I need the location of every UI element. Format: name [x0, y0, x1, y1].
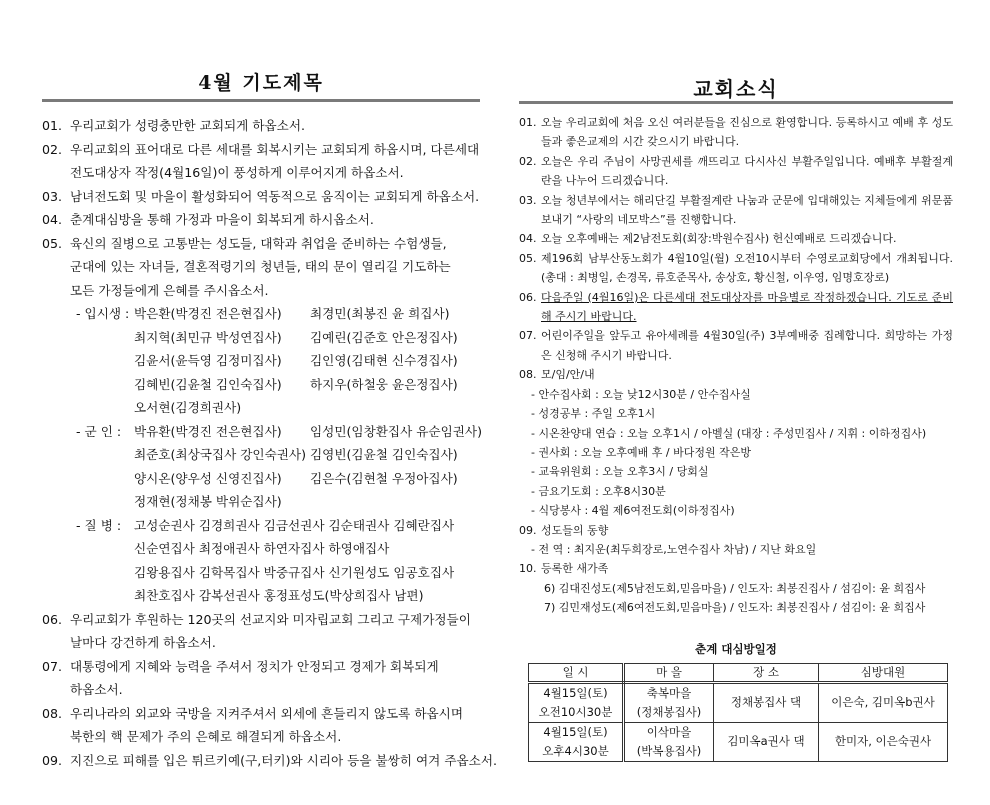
- news-item-highlighted: [519, 288, 953, 327]
- header-village: 마 을: [624, 663, 714, 682]
- news-item: [519, 152, 953, 191]
- item-number: 05.: [519, 251, 537, 265]
- new-family-entry: 6) 김대진성도(제5남전도회,믿음마을) / 인도자: 최봉진집사 / 섬김이: 윤 희집사: [544, 581, 926, 595]
- church-news-column: [519, 0, 953, 762]
- meeting-entry: - 성경공부 : 주일 오후1시: [531, 407, 656, 421]
- item-line: 육신의 질병으로 고통받는 성도들, 대학과 취업을 준비하는 수험생들,: [70, 235, 447, 251]
- group-label: - 질 병 :: [76, 517, 122, 533]
- item-number: 04.: [42, 212, 63, 227]
- item-line: 날마다 강건하게 하옵소서.: [70, 635, 216, 650]
- person-entry: 임성민(임창환집사 유순임권사): [310, 423, 482, 439]
- item-number: 05.: [42, 235, 63, 251]
- person-line: 김왕용집사 김학목집사 박중규집사 신기원성도 임공호집사: [134, 564, 455, 580]
- item-number: 06.: [42, 611, 63, 627]
- news-list: [519, 113, 953, 618]
- prayer-topics-title: 4월 기도제목: [198, 72, 324, 94]
- item-text: 우리교회가 성령충만한 교회되게 하옵소서.: [70, 118, 305, 133]
- item-text: 모/임/안/내: [541, 368, 595, 382]
- table-header-row: [529, 663, 948, 682]
- item-number: 08.: [519, 368, 537, 382]
- person-entry: 김영빈(김윤철 김인숙집사): [310, 447, 458, 462]
- cell-team: 이은숙, 김미옥b권사: [819, 682, 948, 722]
- item-number: 04.: [519, 232, 537, 246]
- group-label: - 입시생 :: [76, 306, 130, 321]
- news-item: [519, 229, 953, 248]
- item-number: 02.: [42, 141, 63, 157]
- item-line: 모든 가정들에게 은혜를 주시옵소서.: [70, 282, 269, 298]
- prayer-item: [42, 655, 480, 702]
- news-item: [519, 559, 953, 578]
- meeting-entry: - 교육위원회 : 오늘 오후3시 / 당회실: [531, 465, 709, 479]
- church-news-title: 교회소식: [693, 77, 779, 101]
- cell-place: 김미옥a권사 댁: [714, 722, 819, 761]
- header-team: 심방대원: [819, 663, 948, 682]
- visit-schedule-table: [528, 663, 948, 762]
- prayer-item: [42, 185, 480, 209]
- item-number: 03.: [519, 193, 537, 207]
- item-text: 다음주일 (4월16일)은 다른세대 전도대상자를 마을별로 작정하겠습니다. 기도로 준비해 주시기 바랍니다.: [541, 290, 953, 324]
- item-text: 우리교회의 표어대로 다른 세대를 회복시키는 교회되게 하옵시며, 다른세대 전도대상자 작정(4월16일)이 풍성하게 이루어지게 하옵소서.: [70, 141, 480, 180]
- soldiers-group: [76, 420, 480, 514]
- person-entry: 하지우(하철웅 윤은정집사): [310, 376, 458, 392]
- students-group: [76, 302, 480, 420]
- header-date: 일 시: [529, 663, 624, 682]
- title-divider: [42, 99, 480, 102]
- prayer-item: [42, 702, 480, 749]
- item-text: [70, 232, 480, 303]
- news-item: [519, 191, 953, 230]
- member-news-entry: - 전 역 : 최지운(최두희장로,노연수집사 차남) / 지난 화요일: [531, 542, 817, 556]
- meeting-entry: - 권사회 : 오늘 오후예배 후 / 바다정원 작은방: [531, 445, 751, 459]
- person-entry: 김은수(김현철 우정아집사): [310, 470, 458, 486]
- item-text: 어린이주일을 앞두고 유아세례를 4월30일(주) 3부예배중 집례합니다. 희망하는 가정은 신청해 주시기 바랍니다.: [541, 329, 953, 362]
- person-entry: 김혜빈(김윤철 김인숙집사): [134, 376, 282, 392]
- news-item: [519, 521, 953, 540]
- person-entry: 박은환(박경진 전은현집사): [134, 306, 282, 321]
- item-number: 08.: [42, 705, 63, 721]
- item-number: 01.: [519, 116, 537, 129]
- prayer-item: [42, 138, 480, 185]
- prayer-topics-column: [42, 0, 497, 772]
- item-number: 06.: [519, 290, 537, 304]
- person-entry: 최지혁(최민규 박성연집사): [134, 329, 282, 345]
- new-family-entry: 7) 김민재성도(제6여전도회,믿음마을) / 인도자: 최봉진집사 / 섬김이: 윤 희집사: [544, 601, 926, 615]
- item-number: 07.: [519, 329, 537, 343]
- cell-date: 4월15일(토) 오전10시30분: [529, 682, 624, 722]
- cell-place: 정채봉집사 댁: [714, 682, 819, 722]
- item-text: 남녀전도회 및 마을이 활성화되어 역동적으로 움직이는 교회되게 하옵소서.: [70, 188, 480, 204]
- prayer-item: [42, 114, 480, 138]
- item-number: 01.: [42, 118, 63, 133]
- meeting-entry: - 안수집사회 : 오늘 낮12시30분 / 안수집사실: [531, 387, 751, 401]
- item-line: 군대에 있는 자녀들, 결혼적령기의 청년들, 태의 문이 열리길 기도하는: [70, 259, 451, 274]
- prayer-item: [42, 232, 480, 303]
- item-text: 제196회 남부산동노회가 4월10일(월) 오전10시부터 수영로교회당에서 개최됩니다. (총대 : 최병일, 손경목, 류호준목사, 송상호, 황신철, 이우영, 임명호장로): [541, 251, 953, 285]
- table-row: [529, 682, 948, 722]
- person-entry: 박유환(박경진 전은현집사): [134, 423, 282, 439]
- item-number: 09.: [42, 752, 63, 768]
- item-number: 02.: [519, 154, 537, 168]
- item-text: 춘계대심방을 통해 가정과 마을이 회복되게 하시옵소서.: [70, 212, 374, 227]
- item-line: 우리교회가 후원하는 120곳의 선교지와 미자립교회 그리고 구제가정들이: [70, 611, 471, 627]
- news-item: [519, 326, 953, 365]
- item-text: 성도들의 동향: [541, 523, 609, 537]
- item-line: 북한의 핵 문제가 주의 은혜로 해결되게 하옵소서.: [70, 729, 342, 744]
- item-text: 오늘은 우리 주님이 사망권세를 깨뜨리고 다시사신 부활주일입니다. 예배후 부활절계란을 나누어 드리겠습니다.: [541, 154, 953, 188]
- item-text: 오늘 청년부에서는 해리단길 부활절계란 나눔과 군문에 입대해있는 지체들에게 위문품 보내기 “사랑의 네모박스”를 진행합니다.: [541, 193, 953, 227]
- news-item: [519, 113, 953, 152]
- item-number: 09.: [519, 523, 537, 537]
- meeting-entry: - 식당봉사 : 4월 제6여전도회(이하정집사): [531, 504, 735, 518]
- item-number: 07.: [42, 658, 63, 674]
- item-number: 10.: [519, 562, 537, 576]
- prayer-item: [42, 749, 497, 773]
- news-item: [519, 365, 953, 384]
- sick-group: [76, 514, 480, 608]
- person-line: 신순연집사 최정애권사 하연자집사 하영애집사: [134, 541, 390, 556]
- item-text: 오늘 오후예배는 제2남전도회(회장:박원수집사) 헌신예배로 드리겠습니다.: [541, 232, 897, 246]
- person-line: 고성순권사 김경희권사 김금선권사 김순태권사 김혜란집사: [134, 517, 455, 533]
- person-entry: 최준호(최상국집사 강인숙권사): [134, 447, 306, 462]
- prayer-list: [42, 114, 497, 772]
- person-entry: 최경민(최봉진 윤 희집사): [310, 306, 450, 321]
- person-entry: 정재현(정채봉 박위순집사): [134, 494, 282, 509]
- item-line: 대통령에게 지혜와 능력을 주셔서 정치가 안정되고 경제가 회복되게: [70, 658, 439, 674]
- person-entry: 김인영(김태현 신수경집사): [310, 353, 458, 368]
- meeting-entry: - 금요기도회 : 오후8시30분: [531, 484, 666, 498]
- person-entry: 오서현(김경희권사): [134, 400, 242, 415]
- person-entry: 김윤서(윤득영 김정미집사): [134, 353, 282, 368]
- person-entry: 양시온(양우성 신영진집사): [134, 470, 282, 486]
- title-divider: [519, 101, 953, 104]
- item-line: 우리나라의 외교와 국방을 지켜주셔서 외세에 흔들리지 않도록 하옵시며: [70, 705, 463, 721]
- person-entry: 김예린(김준호 안은정집사): [310, 329, 458, 345]
- header-place: 장 소: [714, 663, 819, 682]
- cell-village: 이삭마을 (박복용집사): [624, 722, 714, 761]
- cell-team: 한미자, 이은숙권사: [819, 722, 948, 761]
- item-line: 지진으로 피해를 입은 튀르키예(구,터키)와 시리아 등을 불쌍히 여겨 주옵소서.: [70, 752, 497, 768]
- group-label: - 군 인 :: [76, 423, 122, 439]
- visit-schedule-title: 춘계 대심방일정: [695, 641, 777, 656]
- prayer-item: [42, 608, 480, 655]
- prayer-item: [42, 208, 480, 232]
- cell-village: 축복마을 (정채봉집사): [624, 682, 714, 722]
- item-number: 03.: [42, 188, 63, 204]
- table-row: [529, 722, 948, 761]
- news-item: [519, 249, 953, 288]
- cell-date: 4월15일(토) 오후4시30분: [529, 722, 624, 761]
- item-text: 등록한 새가족: [541, 562, 609, 576]
- meeting-entry: - 시온찬양대 연습 : 오늘 오후1시 / 아벨실 (대장 : 주성민집사 / 지휘 : 이하정집사): [531, 426, 927, 440]
- person-line: 최찬호집사 감복선권사 홍정표성도(박상희집사 남편): [134, 588, 424, 603]
- item-line: 하옵소서.: [70, 682, 123, 697]
- item-text: 오늘 우리교회에 처음 오신 여러분들을 진심으로 환영합니다. 등록하시고 예배 후 성도들과 좋은교제의 시간 갖으시기 바랍니다.: [541, 116, 953, 149]
